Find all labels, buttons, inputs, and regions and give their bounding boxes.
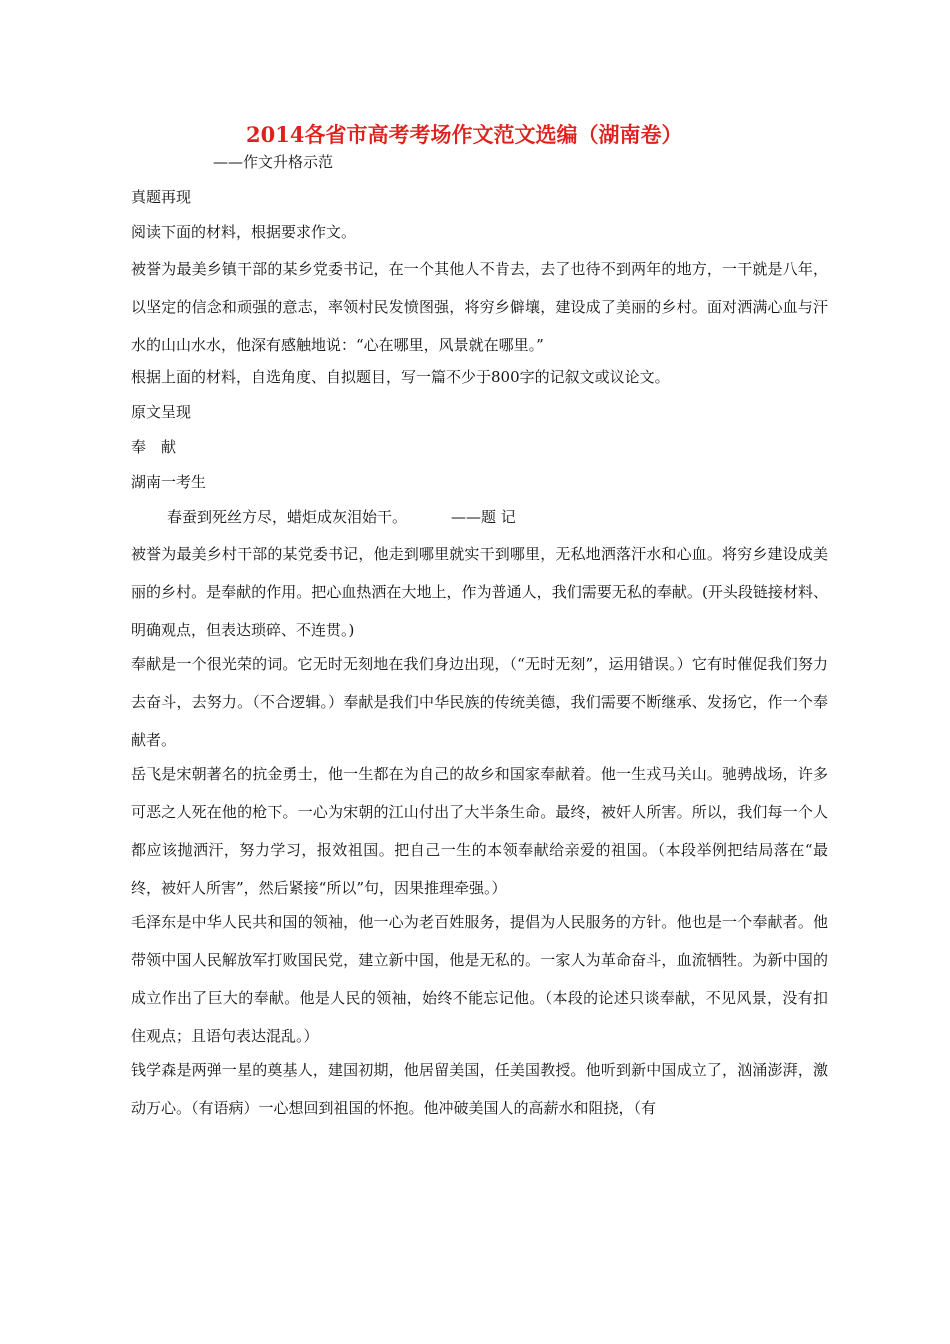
essay-title: 奉 献 [131, 438, 177, 456]
essay-paragraph: 被誉为最美乡村干部的某党委书记，他走到哪里就实干到哪里，无私地洒落汗水和心血。将穷乡建设成美丽的乡村。是奉献的作用。把心血热洒在大地上，作为普通人，我们需要无私的奉献。(开头段链接材料、明确观点，但表达琐碎、不连贯。) [131, 545, 828, 639]
essay-author: 湖南一考生 [131, 473, 207, 491]
epigraph [131, 504, 828, 530]
essay-paragraph: 毛泽东是中华人民共和国的领袖，他一心为老百姓服务，提倡为人民服务的方针。他也是一个奉献者。他带领中国人民解放军打败国民党，建立新中国，他是无私的。一家人为革命奋斗，血流牺牲。为新中国的成立作出了巨大的奉献。他是人民的领袖，始终不能忘记他。（本段的论述只谈奉献，不见风景，没有扣住观点；且语句表达混乱。） [131, 913, 828, 1045]
epigraph-signature: ——题 记 [451, 508, 516, 526]
essay-paragraph: 钱学森是两弹一星的奠基人，建国初期，他居留美国，任美国教授。他听到新中国成立了，汹涌澎湃，激动万心。（有语病）一心想回到祖国的怀抱。他冲破美国人的高薪水和阻挠，（有 [131, 1061, 828, 1117]
material-paragraph: 被誉为最美乡镇干部的某乡党委书记，在一个其他人不肯去，去了也待不到两年的地方，一干就是八年，以坚定的信念和顽强的意志，率领村民发愤图强，将穷乡僻壤，建设成了美丽的乡村。面对洒满心血与汗水的山山水水，他深有感触地说：“心在哪里，风景就在哪里。” [131, 260, 828, 354]
section-heading-question: 真题再现 [131, 188, 192, 206]
document-subtitle: ——作文升格示范 [213, 153, 334, 171]
essay-paragraph: 奉献是一个很光荣的词。它无时无刻地在我们身边出现，（“无时无刻”，运用错误。）它有时催促我们努力去奋斗，去努力。（不合逻辑。）奉献是我们中华民族的传统美德，我们需要不断继承、发扬它，作一个奉献者。 [131, 655, 828, 749]
instruction-text: 阅读下面的材料，根据要求作文。 [131, 223, 357, 241]
epigraph-text: 春蚕到死丝方尽，蜡炬成灰泪始干。 [167, 508, 408, 526]
requirement-text: 根据上面的材料，自选角度、自拟题目，写一篇不少于800字的记叙文或议论文。 [131, 368, 670, 386]
essay-paragraph: 岳飞是宋朝著名的抗金勇士，他一生都在为自己的故乡和国家奉献着。他一生戎马关山。驰骋战场，许多可恶之人死在他的枪下。一心为宋朝的江山付出了大半条生命。最终，被奸人所害。所以，我们每一个人都应该抛洒汗，努力学习，报效祖国。把自己一生的本领奉献给亲爱的祖国。（本段举例把结局落在“最终，被奸人所害”，然后紧接“所以”句，因果推理牵强。） [131, 765, 828, 897]
document-title: 2014各省市高考考场作文范文选编（湖南卷） [246, 122, 683, 147]
section-heading-original: 原文呈现 [131, 403, 192, 421]
